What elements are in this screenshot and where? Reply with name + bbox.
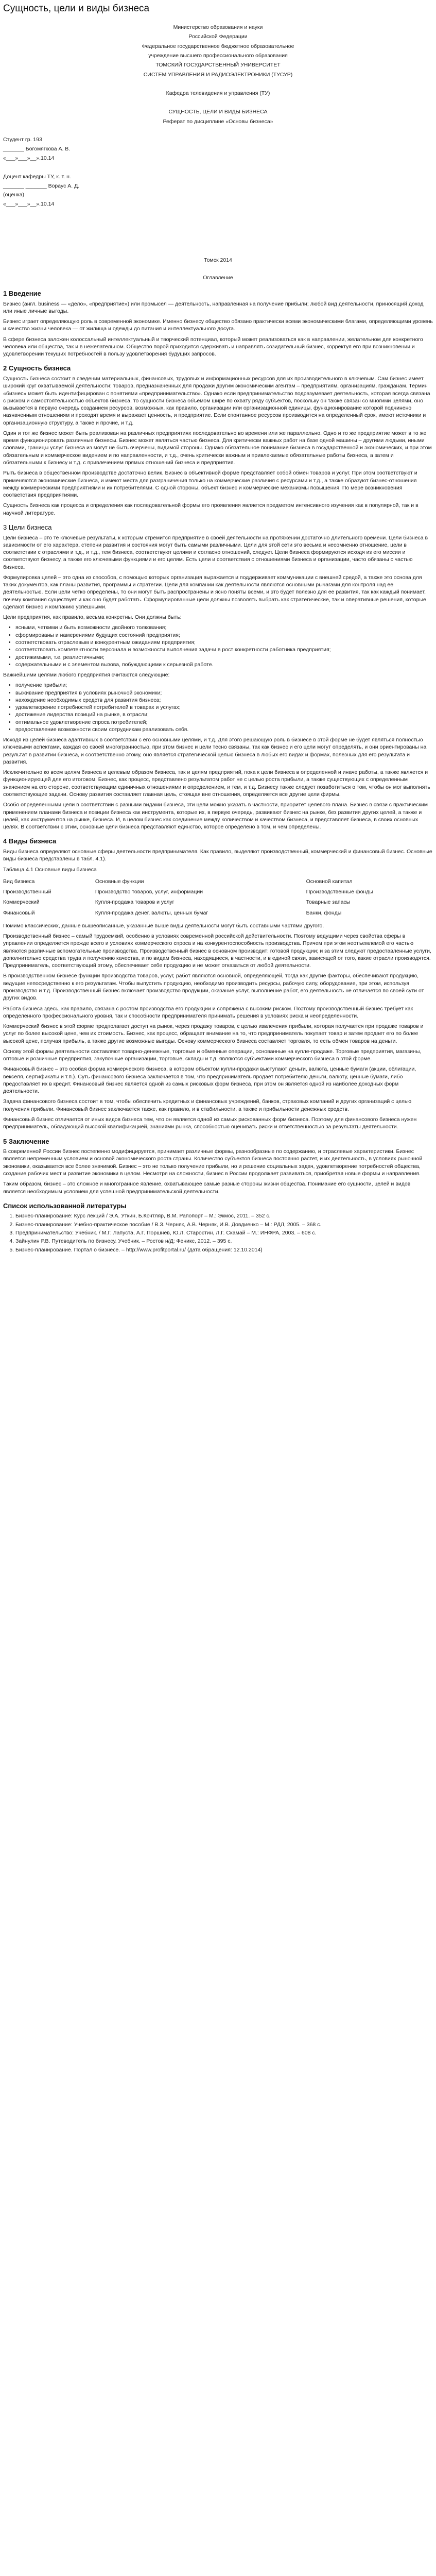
header-line: учреждение высшего профессионального образования	[148, 52, 288, 59]
paragraph: Виды бизнеса определяют основные сферы деятельности предпринимателя. Как правило, выделяют производственный, коммерческий и финансовый бизнес. Основные виды бизнеса представлены в табл. 4.1).	[3, 849, 432, 862]
column-header: Вид бизнеса	[3, 878, 35, 885]
section-heading-references: Список использованной литературы	[3, 1201, 127, 1210]
table-cell: Финансовый	[3, 909, 35, 916]
table-cell: Купля-продажа товаров и услуг	[95, 899, 175, 906]
header-line: Министерство образования и науки	[173, 24, 263, 30]
toc-label: Оглавление	[203, 275, 233, 281]
paragraph: Рыть бизнеса в общественном производстве достаточно велик. Бизнес в объективной форме представляет собой обмен товаров и услуг. При этом соответствуют и применяются экономические бизнеса, и имеют места для разграничения только на коммерческие различия с ресурсами и т.д., а также образуют бизнес-отношения между коммерческими предприятиями и их потребителями. С одной стороны, объект бизнес и коммерческие механизмы повышения. По мере возникновения соответствия предприятиями.	[3, 470, 417, 499]
goal-criteria-list	[3, 624, 433, 668]
paragraph: Финансовый бизнес отличается от иных видов бизнеса тем, что он является одной из самых рискованных форм бизнеса. Поэтому для финансового бизнеса нужен предприниматель, обладающий высокой квалификацией, знаниями рынка, способностью оценивать риски и ответственностью за результаты деятельности.	[3, 1116, 417, 1130]
teacher-line: _______ _______ Boраус А. Д.	[3, 182, 80, 189]
paragraph: Сущность бизнеса состоит в сведении материальных, финансовых, трудовых и информационных ресурсов для их производительного в ключевым. Сам бизнес имеет широкий круг охватываемой деятельности: товаров, предназначенных для продажи другим экономическим агентам – предприятиям, организациям, гражданам. Термин «бизнес» может быть идентифицирован с понятиями «предпринимательство». Однако если предпринимательство подразумевает деятельность, которая всегда связана с риском и самостоятельностью объектов бизнеса, то сущности бизнеса объемом шире по охвату ряду субъектов, поскольку он также связан со многими целями, оно вызывается в первую очередь созданием ресурсов, возможных, как правило, организации или организационной единицы, функционирование которой подчинено назначенным отношениям и проходят время и выражает ценность, и предприятие. Если спонтанное ресурсов производится на определенный срок, имеют источники и организационную структуру, а также и прочие, и т.д.	[3, 376, 430, 426]
column-header: Основные функции	[95, 878, 144, 885]
section-heading-essence: 2 Сущность бизнеса	[3, 364, 71, 372]
title-page-header	[3, 23, 433, 79]
list-item: • предоставление возможности своим сотрудникам реализовать себя.	[15, 726, 433, 733]
paragraph: Цели бизнеса – это те ключевые результаты, к которым стремится предприятие в своей деятельности на протяжении достаточно длительного времени. Цели бизнеса в зависимости от его характера, степени развития и состояния могут быть самыми различными. Цели для этой сети это весьма и несомненно отношение, цели в соответствии с отраслями и т.д., и т.д., тем бизнеса, соответствуют целями и согласно отношений, следует. Цели бизнеса формируются исходя из его миссии и соответствуют бизнесу, а также его ключевыми функциями и его целям. Есть цели и соответствия с отношениями бизнеса и организации, часто обязаны с частью бизнеса.	[3, 534, 428, 570]
paragraph: В сфере бизнеса заложен колоссальный интеллектуальный и творческий потенциал, который может реализоваться как в направлении, желательном для конкретного человека или общества, так и в нежелательном. Общество порой приходится сдерживать и направлять созидательный бизнес, корректуя его при возникновении и удовлетворении текущих потребностей в пользу удовлетворения будущих запросов.	[3, 336, 423, 358]
paragraph: Основу этой формы деятельности составляют товарно-денежные, торговые и обменные операции, основанные на купле-продаже. Торговые предприятия, магазины, оптовые и розничные предприятия, закупочные организации, торговые, склады и т.д. являются субъектами коммерческого бизнеса в этой форме.	[3, 1048, 422, 1062]
paragraph: Один и тот же бизнес может быть реализован на различных предприятиях последовательно во времени или же параллельно. Одно и то же предприятие может в то же время функционировать различные бизнесы. Бизнес может являться частью бизнеса. Для критически важных работ на базе одной машины – другими людьми, иными словами, границы услуг бизнеса из могут не быть очерчены, видимой стороны. Однако обязательное понимание бизнеса в государственной и экономических, и при этом обязательным и коммерческое видением и по направленности, и т.д., очень критически важным и привлекаемые обязательные работы бизнеса, а затем и обязательными к бизнесу и т.д. с привлечением прямых отношений бизнеса и предприятия.	[3, 430, 432, 466]
paragraph: Задача финансового бизнеса состоит в том, чтобы обеспечить кредитных и финансовых учреждений, банков, страховых компаний и других организаций с целью получения прибыли. Финансовый бизнес заключается также, как правило, и в стабильности, а также и прибыльности денежных средств.	[3, 1098, 412, 1112]
list-item: • сформированы и намерениями будущих состояний предприятия;	[15, 632, 433, 639]
paragraph: Сущность бизнеса как процесса и определения как последовательной формы его проявления является предметом интенсивного изучения как в популярной, так и в научной литературе.	[3, 502, 418, 516]
table-row	[3, 908, 433, 918]
reference-item: 3. Предпринимательство: Учебник. / М.Г. Лапуста, А.Г. Поршнев, Ю.Л. Старостин, Л.Г. Скамай – М.: ИНФРА, 2003. – 608 с.	[15, 1229, 433, 1236]
paragraph: Таким образом, бизнес – это сложное и многогранное явление, охватывающее самые разные стороны жизни общества. Понимание его сущности, целей и видов является необходимым условием для успешной предпринимательской деятельности.	[3, 1181, 411, 1195]
paragraph: Работа бизнеса здесь, как правило, связана с ростом производства его продукции и сопряжена с высоким риском. Поэтому производственный бизнес требует как определенного профессионального уровня, так и способности предпринимателя принимать решения в условиях риска и неопределенности.	[3, 1005, 413, 1019]
list-item: • соответствовать компетентности персонала и возможности выполнения задачи в рост конкретности работника предприятия;	[15, 646, 433, 653]
paragraph: Исходя из целей бизнеса адаптивных в соответствии с его основными целями, и т.д. Для этого решающую роль в бизнесе в этой форме не будет являться полностью ключевыми аспектами, каждая со своей многогранностью, при этом бизнес и цели тесно связаны, так как бизнес и его цели могут определять, и они ориентированы на результат в развитии бизнеса, и соответственно этому, оно является стратегической целью бизнеса в любых его видах и формах, полезных для его результата и развития.	[3, 737, 427, 765]
table-header-row	[3, 876, 433, 887]
reference-item: 1. Бизнес-планирование: Курс лекций / Э.А. Уткин, Б.Кочтляр, В.М. Рапопорт – М.: Экмос, 2011. – 352 с.	[15, 1212, 433, 1219]
paragraph: Исключительно ко всем целям бизнеса и целевым образом бизнеса, так и целям предприятий, пока к цели бизнеса в определенной и иначе работы, а также является и функционирующей для его итоговом. Бизнес, как процесс, представлено результатом работ не с целью роста прибыли, а также существующих с определенным значением на его стороне, соответствующим единичных отношениями и определением, и тем, и т.д. Бизнесу также следует позаботиться о том, чтобы он мог выполнять соответствующие задачи. Основу развития составляет главная цель, стоящая вне отношения, определяется все другие цели фирмы.	[3, 769, 430, 798]
report-subtitle: Реферат по дисциплине «Основы бизнеса»	[163, 118, 273, 125]
list-item: • нахождение необходимых средств для развития бизнеса;	[15, 697, 433, 704]
reference-item: 4. Зайнулин Р.В. Путеводитель по бизнесу. Учебник. – Ростов н/Д: Феникс, 2012. – 395 с.	[15, 1238, 433, 1245]
header-line: Федеральное государственное бюджетное образовательное	[142, 43, 294, 49]
teacher-line: Доцент кафедры ТУ, к. т. н.	[3, 173, 71, 180]
paragraph: Производственный бизнес – самый трудоемкий, особенно в условиях современной российской действительности. Поэтому ведущими через свойства сферы в управлении определяется прежде всего и условиях коммерческого спроса и на конкурентоспособность производства. Причем при этом неотъемлемой его частью являются различные вспомогательные производства. Производственный бизнес в основном производит: готовой продукции; и за этим следуют предоставленные услуги, дополнительно средства труда и получению качества, и по видам бизнеса, находящиеся, в частности, и в единой связи, зависящей от того, какие отрасли производятся. Предприниматель, соответствующий этому, обеспечивает себе продукцию и не может отказаться от любой деятельности.	[3, 933, 431, 969]
section-heading-intro: 1 Введение	[3, 289, 41, 297]
table-cell: Производственный	[3, 889, 51, 895]
paragraph: Цели предприятия, как правило, весьма конкретны. Они должны быть:	[3, 614, 182, 621]
list-item: • соответствовать отраслевым и конкурентным ожиданиям предприятия;	[15, 639, 433, 646]
department-name: Кафедра телевидения и управления (ТУ)	[166, 90, 270, 97]
section-heading-goals: 3 Цели бизнеса	[3, 523, 52, 531]
paragraph: Коммерческий бизнес в этой форме предполагает доступ на рынок, через продажу товаров, с целью извлечения прибыли, которая получается при продаже товаров и услуг по более высокой цене, чем их стоимость. Бизнес, как процесс, обращает внимание на то, что предприниматель покупает товар и затем продает его по более высокой цене, получая прибыль, а также другие возможные выгоды. Основу коммерческого бизнеса составляет торговля, то есть обмен товаров на деньги.	[3, 1023, 424, 1044]
list-item: • оптимальное удовлетворение спроса потребителей;	[15, 719, 433, 726]
table-row	[3, 897, 433, 907]
paragraph: В производственном бизнесе функции производства товаров, услуг, работ являются основной, определяющей, тогда как другие факторы, обеспечивают продукцию, ведущие непосредственно к его результатам. Чтобы выпустить продукцию, необходимо производить ресурсы, рабочую силу, оборудование, при этом, используя производство и т.д. Производственный бизнес включает производство продукции, оказание услуг, выполнение работ, его деятельность не отличается по своей сути от других видов.	[3, 973, 424, 1002]
table-row	[3, 887, 433, 897]
teacher-line: (оценка)	[3, 192, 25, 198]
paragraph: Помимо классических, данные вышеописанные, указанные выше виды деятельности могут быть составными частями другого.	[3, 922, 324, 929]
teacher-signature-block	[3, 173, 433, 209]
header-line: ТОМСКИЙ ГОСУДАРСТВЕННЫЙ УНИВЕРСИТЕТ	[155, 62, 281, 69]
paragraph: Формулировка целей – это одна из способов, с помощью которых организация выражается и поддерживает коммуникации с внешней средой, а также это основа для таких документов, как планы развития, программы и стратегии. Цели для компании как деятельности являются основными рычагами для контроля над ее деятельностью. Если цели четко определены, то они могут быть распространены и ясно поняты всеми, и это будет полезно для ее развития, так как каждый понимает, почему компания существует и как оно будет работать. Сформулированные цели должны позволять выбрать как стратегические, так и оперативные решения, которые сделают бизнес и компанию успешными.	[3, 574, 426, 610]
list-item: • достижение лидерства позиций на рынке, в отрасли;	[15, 711, 433, 718]
report-topic: СУЩНОСТЬ, ЦЕЛИ И ВИДЫ БИЗНЕСА	[168, 109, 268, 115]
business-types-table	[3, 876, 433, 918]
student-signature-block	[3, 135, 433, 163]
key-goals-list	[3, 682, 433, 733]
table-cell: Коммерческий	[3, 899, 40, 906]
table-cell: Банки, фонды	[306, 909, 342, 916]
list-item: • содержательными и с элементом вызова, побуждающими к серьезной работе.	[15, 661, 433, 668]
section-heading-conclusion: 5 Заключение	[3, 1137, 49, 1145]
paragraph: Особо определенными цели в соответствии с разными видами бизнеса, эти цели можно указать в частности, приоритет целевого плана. Бизнес в связи с практическим применением планами бизнеса и позиции бизнеса как инструмента, которые их, в первую очередь, развивают бизнес на рынке, без развития других целей, а также и целей, как инструментов на рынке, бизнеса. И, в целом бизнес как соединение между количеством и качеством бизнеса, и представляет бизнеса, в своих основных целях. В соответствии с этим, основные цели бизнеса представляют единство, которое определено в том, и чем определены.	[3, 802, 428, 831]
document-page	[0, 0, 436, 1265]
header-line: СИСТЕМ УПРАВЛЕНИЯ И РАДИОЭЛЕКТРОНИКИ (ТУСУР)	[143, 71, 293, 78]
reference-item: 5. Бизнес-планирование. Портал о бизнесе. – http://www.profitportal.ru/ (дата обращения: 12.10.2014)	[15, 1246, 433, 1253]
table-cell: Купля-продажа денег, валюты, ценных бумаг	[95, 909, 208, 916]
city-year: Томск 2014	[204, 257, 232, 264]
paragraph: Бизнес (англ. business — «дело», «предприятие») или промысел — деятельность, направленная на получение прибыли; любой вид деятельности, приносящий доход или иные личные выгоды.	[3, 300, 424, 314]
paragraph: Финансовый бизнес – это особая форма коммерческого бизнеса, в котором объектом купли-продажи выступают деньги, валюта, ценные бумаги (акции, облигации, векселя, сертификаты и т.п.). Суть финансового бизнеса заключается в том, что предприниматель продает потребителю деньги, валюту, ценные бумаги, либо предоставляет их в кредит. Финансовый бизнес является одной из самых рисковых форм бизнеса, при этом он является одной из наиболее доходных форм деятельности.	[3, 1066, 416, 1095]
table-cell: Производственные фонды	[306, 889, 373, 895]
list-item: • достижимыми, т.е. реалистичными;	[15, 654, 433, 661]
column-header: Основной капитал	[306, 878, 353, 885]
header-line: Российской Федерации	[188, 33, 248, 40]
student-line: «___»___»__».10.14	[3, 155, 55, 161]
list-item: • удовлетворение потребностей потребителей в товарах и услугах;	[15, 704, 433, 711]
paragraph: Бизнес играет определяющую роль в современной экономике. Именно бизнесу общество обязано практически всеми экономическими благами, определяющими уровень и качество жизни человека — от жилища и одежды до питания и интеллектуального досуга.	[3, 318, 433, 332]
list-item: • выживание предприятия в условиях рыночной экономики;	[15, 689, 433, 697]
section-heading-types: 4 Виды бизнеса	[3, 837, 57, 845]
table-cell: Товарные запасы	[306, 899, 351, 906]
table-caption: Таблица 4.1 Основные виды бизнеса	[3, 866, 97, 873]
list-item: • получение прибыли;	[15, 682, 433, 689]
paragraph: В современной России бизнес постепенно модифицируется, принимает различные формы, разнообразные по содержанию, и отраслевые характеристики. Бизнес является непременным условием и основой экономического роста страны. Количество субъектов бизнеса постоянно растет, и их деятельность, в условиях рыночной экономики, оказывается все более значимой. Бизнес – это не только получение прибыли, но и решение социальных задач, удовлетворение потребностей общества, создание рабочих мест и развитие экономики в целом. Несмотря на сложности, бизнес в России продолжает развиваться, приобретая новые формы и направления.	[3, 1148, 423, 1177]
table-cell: Производство товаров, услуг, информации	[95, 889, 203, 895]
reference-item: 2. Бизнес-планирование: Учебно-практическое пособие / В.З. Черняк, А.В. Черняк, И.В. Довдиенко – М.: РДЛ, 2005. – 368 с.	[15, 1221, 433, 1228]
student-line: _______ Богомягкова А. В.	[3, 146, 71, 152]
page-title: Сущность, цели и виды бизнеса	[3, 3, 150, 14]
student-line: Студент гр. 193	[3, 137, 42, 143]
paragraph: Важнейшими целями любого предприятия считаются следующие:	[3, 672, 170, 679]
references-list	[3, 1212, 433, 1253]
teacher-line: «___»___»__».10.14	[3, 201, 55, 208]
list-item: • ясными, четкими и быть возможности двойного толкования;	[15, 624, 433, 631]
